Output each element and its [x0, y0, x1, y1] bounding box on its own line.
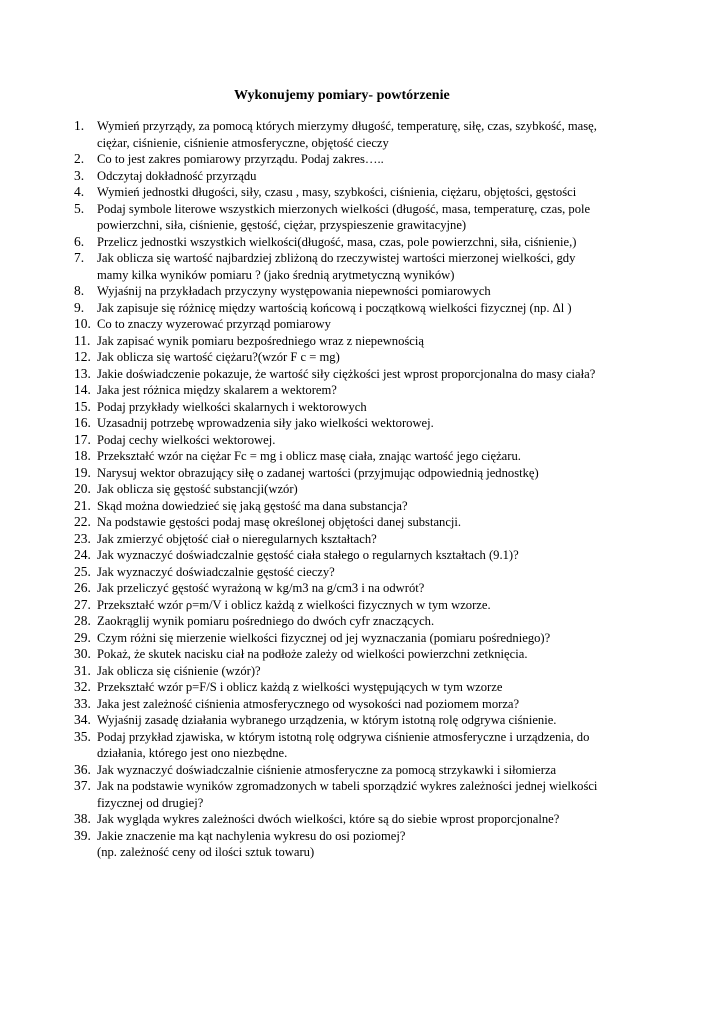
item-number: 37. — [74, 778, 91, 793]
list-item — [74, 448, 714, 465]
item-text: Jak zapisuje się różnicę między wartością końcową i początkową wielkości fizycznej (np. Δl ) — [97, 300, 572, 315]
item-number: 6. — [74, 233, 85, 249]
item-text: Jak wygląda wykres zależności dwóch wielkości, które są do siebie wprost proporcjonalne? — [97, 812, 560, 826]
item-text: Jak oblicza się gęstość substancji(wzór) — [97, 482, 298, 496]
item-number: 34. — [74, 712, 91, 727]
list-item — [74, 811, 714, 828]
item-text-continuation: ciężar, ciśnienie, ciśnienie atmosferyczne, objętość cieczy — [97, 135, 389, 150]
item-number: 20. — [74, 481, 91, 496]
question-list — [74, 118, 714, 861]
item-text: Na podstawie gęstości podaj masę określonej objętości danej substancji. — [97, 515, 462, 529]
item-text: Jak na podstawie wyników zgromadzonych w tabeli sporządzić wykres zależności jednej wielkości — [97, 779, 598, 793]
list-item — [74, 316, 714, 333]
item-number: 14. — [74, 382, 91, 397]
page-title: Wykonujemy pomiary- powtórzenie — [234, 88, 450, 103]
item-text: Jaka jest zależność ciśnienia atmosferycznego od wysokości nad poziomem morza? — [97, 696, 520, 711]
item-number: 31. — [74, 662, 91, 678]
item-text-continuation: powierzchni, siła, ciśnienie, gęstość, ciężar, przyspieszenie grawitacyjne) — [97, 218, 467, 232]
item-text: Odczytaj dokładność przyrządu — [97, 168, 257, 183]
item-text: Jak oblicza się wartość ciężaru?(wzór F c = mg) — [97, 350, 340, 364]
item-text: Jak wyznaczyć doświadczalnie gęstość ciała stałego o regularnych kształtach (9.1)? — [97, 548, 519, 562]
list-item — [74, 168, 714, 185]
item-text: Jak przeliczyć gęstość wyrażoną w kg/m3 na g/cm3 i na odwrót? — [97, 581, 425, 595]
item-text: Jak oblicza się wartość najbardziej zbliżoną do rzeczywistej wartości mierzonej wielkości, gdy — [97, 251, 576, 265]
list-item — [74, 712, 714, 729]
item-number: 1. — [74, 118, 85, 133]
item-text: Jak oblicza się ciśnienie (wzór)? — [97, 663, 261, 678]
item-number: 30. — [74, 646, 91, 661]
item-number: 39. — [74, 827, 91, 843]
item-number: 21. — [74, 497, 91, 513]
item-text: Skąd można dowiedzieć się jaką gęstość ma dana substancja? — [97, 498, 408, 513]
item-number: 11. — [74, 332, 91, 348]
item-text: Jak wyznaczyć doświadczalnie ciśnienie atmosferyczne za pomocą strzykawki i siłomierza — [97, 762, 557, 777]
item-number: 18. — [74, 448, 91, 463]
item-text: Przekształć wzór p=F/S i oblicz każdą z wielkości występujących w tym wzorze — [97, 680, 503, 694]
item-text: Co to znaczy wyzerować przyrząd pomiarowy — [97, 317, 331, 331]
item-text: Jak zapisać wynik pomiaru bezpośredniego wraz z niepewnością — [97, 333, 424, 348]
item-text: Narysuj wektor obrazujący siłę o zadanej wartości (przyjmując odpowiednią jednostkę) — [97, 465, 539, 480]
list-item — [74, 663, 714, 680]
list-item — [74, 514, 714, 531]
list-item — [74, 432, 714, 449]
item-text-continuation: działania, którego jest ono niezbędne. — [97, 746, 288, 760]
item-number: 7. — [74, 250, 85, 265]
item-text: Jaka jest różnica między skalarem a wektorem? — [97, 383, 337, 397]
list-item — [74, 531, 714, 548]
item-text: Podaj przykłady wielkości skalarnych i wektorowych — [97, 399, 367, 414]
list-item — [74, 234, 714, 251]
item-number: 28. — [74, 613, 91, 628]
item-text: Co to jest zakres pomiarowy przyrządu. Podaj zakres….. — [97, 152, 384, 166]
item-number: 16. — [74, 415, 91, 430]
item-number: 32. — [74, 679, 91, 694]
item-number: 19. — [74, 464, 91, 480]
list-item — [74, 118, 714, 151]
item-number: 26. — [74, 580, 91, 595]
list-item — [74, 564, 714, 581]
item-number: 24. — [74, 547, 91, 562]
item-number: 4. — [74, 184, 85, 199]
list-item — [74, 465, 714, 482]
item-text: Wyjaśnij na przykładach przyczyny występowania niepewności pomiarowych — [97, 284, 491, 298]
item-text: Przekształć wzór ρ=m/V i oblicz każdą z wielkości fizycznych w tym wzorze. — [97, 597, 491, 612]
item-number: 17. — [74, 431, 91, 447]
list-item — [74, 696, 714, 713]
item-text: Wymień jednostki długości, siły, czasu , masy, szybkości, ciśnienia, ciężaru, objętości, gęstości — [97, 185, 577, 199]
item-text: Podaj przykład zjawiska, w którym istotną rolę odgrywa ciśnienie atmosferyczne i urządzenia, do — [97, 729, 590, 744]
list-item — [74, 481, 714, 498]
list-item — [74, 580, 714, 597]
item-text: Podaj cechy wielkości wektorowej. — [97, 432, 276, 447]
list-item — [74, 498, 714, 515]
item-number: 2. — [74, 151, 85, 166]
list-item — [74, 151, 714, 168]
list-item — [74, 679, 714, 696]
list-item — [74, 597, 714, 614]
list-item — [74, 630, 714, 647]
item-text-continuation: mamy kilka wyników pomiaru ? (jako średnią arytmetyczną wyników) — [97, 267, 455, 282]
item-number: 23. — [74, 530, 91, 546]
item-number: 15. — [74, 398, 91, 414]
item-number: 38. — [74, 811, 91, 826]
item-number: 35. — [74, 728, 91, 744]
list-item — [74, 778, 714, 811]
list-item — [74, 333, 714, 350]
item-text: Podaj symbole literowe wszystkich mierzonych wielkości (długość, masa, temperaturę, czas, pole — [97, 201, 591, 216]
item-number: 22. — [74, 514, 91, 529]
item-text: Jak wyznaczyć doświadczalnie gęstość cieczy? — [97, 564, 335, 579]
item-number: 33. — [74, 695, 91, 711]
item-number: 3. — [74, 167, 85, 183]
item-text: Jak zmierzyć objętość ciał o nieregularnych kształtach? — [97, 531, 377, 546]
item-text: Jakie doświadczenie pokazuje, że wartość siły ciężkości jest wprost proporcjonalna do masy ciała? — [97, 366, 596, 381]
item-text: Zaokrąglij wynik pomiaru pośredniego do dwóch cyfr znaczących. — [97, 614, 435, 628]
list-item — [74, 613, 714, 630]
item-number: 5. — [74, 200, 85, 216]
item-number: 8. — [74, 283, 85, 298]
item-text: Uzasadnij potrzebę wprowadzenia siły jako wielkości wektorowej. — [97, 416, 434, 430]
item-text: Przekształć wzór na ciężar Fc = mg i oblicz masę ciała, znając wartość jego ciężaru. — [97, 449, 521, 463]
list-item — [74, 762, 714, 779]
list-item — [74, 399, 714, 416]
list-item — [74, 366, 714, 383]
item-text: Pokaż, że skutek nacisku ciał na podłoże zależy od wielkości powierzchni zetknięcia. — [97, 647, 528, 661]
list-item — [74, 300, 714, 317]
item-number: 9. — [74, 299, 85, 315]
item-text: Wyjaśnij zasadę działania wybranego urządzenia, w którym istotną rolę odgrywa ciśnienie. — [97, 713, 557, 727]
item-text: Przelicz jednostki wszystkich wielkości(długość, masa, czas, pole powierzchni, siła, ciśnienie,) — [97, 234, 577, 249]
item-number: 12. — [74, 349, 91, 364]
list-item — [74, 547, 714, 564]
list-item — [74, 250, 714, 283]
list-item — [74, 201, 714, 234]
item-number: 29. — [74, 629, 91, 645]
item-text: Wymień przyrządy, za pomocą których mierzymy długość, temperaturę, siłę, czas, szybkość, masę, — [97, 119, 597, 133]
item-number: 25. — [74, 563, 91, 579]
list-item — [74, 382, 714, 399]
item-text: Czym różni się mierzenie wielkości fizycznej od jej wyznaczania (pomiaru pośredniego)? — [97, 630, 551, 645]
list-item — [74, 646, 714, 663]
list-item — [74, 349, 714, 366]
item-number: 10. — [74, 316, 91, 331]
item-number: 27. — [74, 596, 91, 612]
item-number: 36. — [74, 761, 91, 777]
item-text: Jakie znaczenie ma kąt nachylenia wykresu do osi poziomej? — [97, 828, 406, 843]
list-item — [74, 729, 714, 762]
item-text-continuation: (np. zależność ceny od ilości sztuk towaru) — [97, 845, 315, 859]
list-item — [74, 283, 714, 300]
list-item — [74, 415, 714, 432]
list-item — [74, 828, 714, 861]
item-number: 13. — [74, 365, 91, 381]
list-item — [74, 184, 714, 201]
item-text-continuation: fizycznej od drugiej? — [97, 795, 204, 810]
